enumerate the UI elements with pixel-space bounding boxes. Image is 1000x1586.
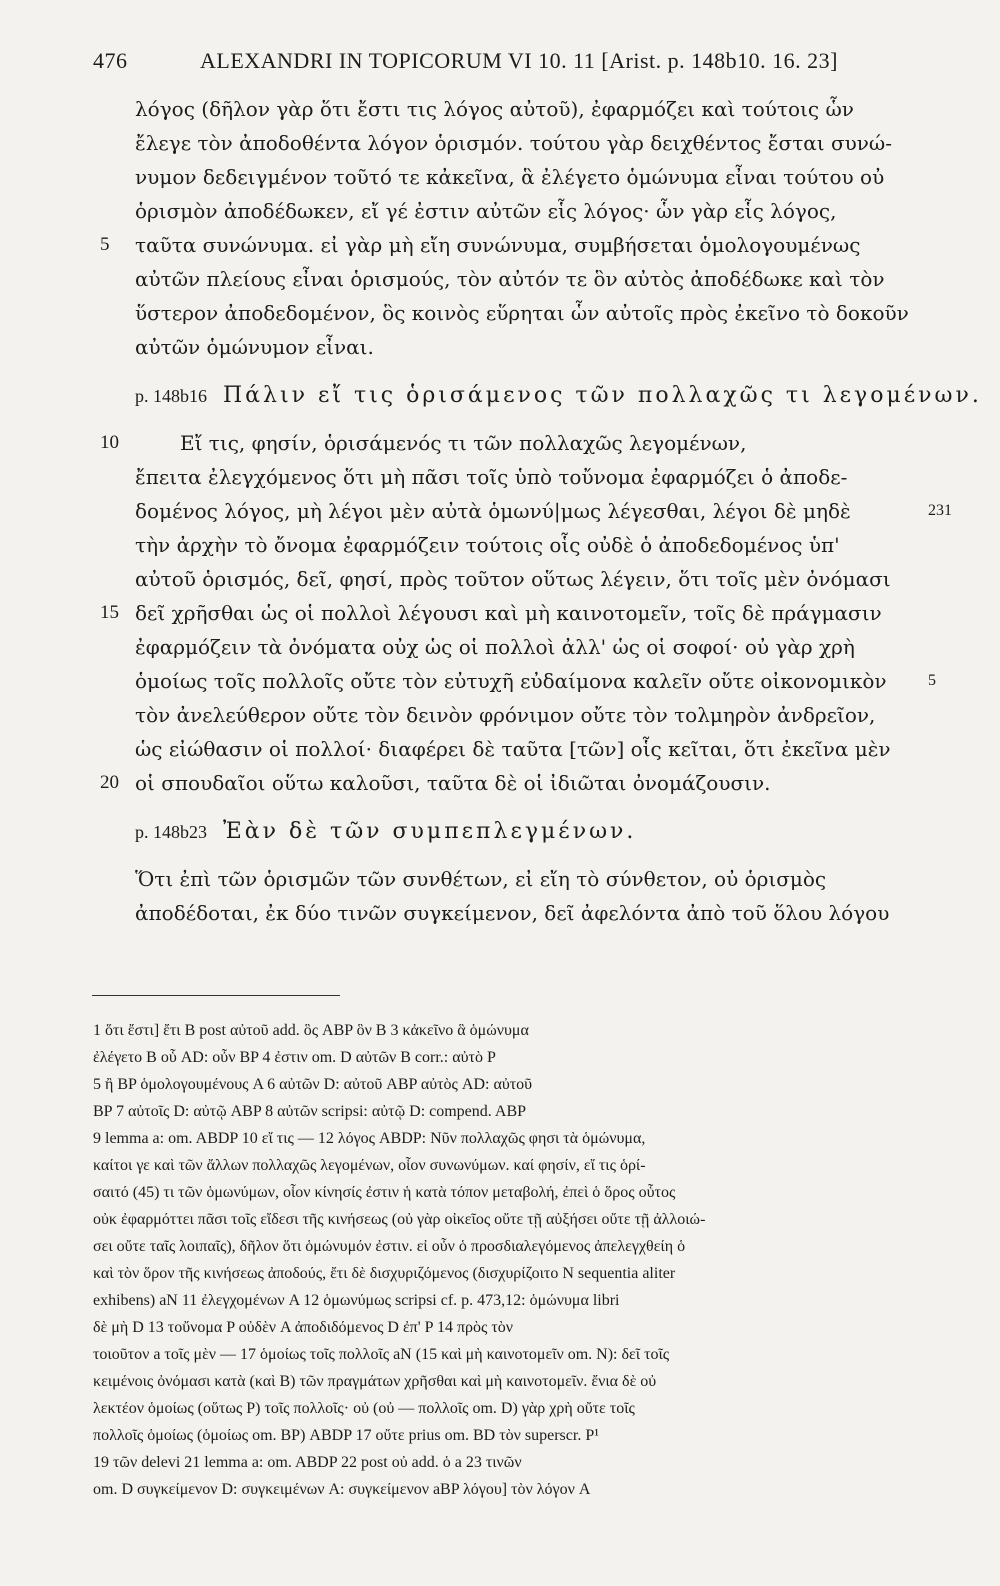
line-text: τὴν ἀρχὴν τὸ ὄνομα ἐφαρμόζειν τούτοις οἷς οὐδὲ ὁ ἀποδεδομένος ὑπ': [135, 533, 840, 557]
apparatus-line: καὶ τὸν ὅρον τῆς κινήσεως ἀποδούς, ἔτι δὲ δισχυριζόμενος (δισχυρίζοιτο N sequentia aliter: [93, 1265, 676, 1282]
text-line: [40, 528, 940, 562]
text-line: [40, 766, 940, 800]
line-number: 20: [100, 772, 119, 793]
line-text: ἀποδέδοται, ἐκ δύο τινῶν συγκείμενον, δεῖ ἀφελόντα ἀπὸ τοῦ ὅλου λόγου: [135, 901, 890, 925]
text-line: [40, 160, 940, 194]
text-line: [40, 596, 940, 630]
line-text: αὐτοῦ ὁρισμός, δεῖ, φησί, πρὸς τοῦτον οὕτως λέγειν, ὅτι τοῖς μὲν ὀνόμασι: [135, 567, 891, 591]
lemma-reference: p. 148b23: [135, 822, 207, 842]
apparatus-line: δὲ μὴ D 13 τοὔνομα P οὐδὲν A ἀποδιδόμενος D ἐπ' P 14 πρὸς τὸν: [93, 1319, 514, 1336]
text-line: [40, 630, 940, 664]
line-text: ὕστερον ἀποδεδομένον, ὃς κοινὸς εὕρηται ὧν αὐτοῖς πρὸς ἐκεῖνο τὸ δοκοῦν: [135, 301, 909, 325]
apparatus-line: πολλοῖς ὁμοίως (ὁμοίως om. BP) ABDP 17 οὔτε prius om. BD τὸν superscr. P¹: [93, 1427, 600, 1444]
apparatus-line: BP 7 αὐτοῖς D: αὐτῷ ABP 8 αὐτῶν scripsi: αὐτῷ D: compend. ABP: [93, 1103, 527, 1120]
line-number: 5: [100, 234, 110, 255]
apparatus-line: 1 ὅτι ἔστι] ἔτι B post αὐτοῦ add. ὃς ABP ὃν B 3 κἀκεῖνο ἃ ὁμώνυμα: [93, 1022, 529, 1039]
apparatus-line: 19 τῶν delevi 21 lemma a: om. ABDP 22 post οὐ add. ὁ a 23 τινῶν: [93, 1454, 522, 1471]
apparatus-line: οὐκ ἐφαρμόττει πᾶσι τοῖς εἴδεσι τῆς κινήσεως (οὐ γὰρ οἰκεῖος οὔτε τῇ αὐξήσει οὔτε τῇ ἀλλοιώ-: [93, 1211, 706, 1228]
text-line: [40, 126, 940, 160]
line-text: λόγος (δῆλον γὰρ ὅτι ἔστι τις λόγος αὐτοῦ), ἐφαρμόζει καὶ τούτοις ὧν: [135, 97, 854, 121]
line-number: 15: [100, 602, 119, 623]
text-line: [40, 460, 940, 494]
apparatus-line: ἐλέγετο B οὗ AD: οὖν BP 4 ἐστιν om. D αὐτῶν B corr.: αὐτὸ P: [93, 1049, 496, 1066]
lemma-text: Ἐὰν δὲ τῶν συμπεπλεγμένων.: [223, 819, 637, 844]
text-line: [40, 862, 940, 896]
apparatus-line: 9 lemma a: om. ABDP 10 εἴ τις — 12 λόγος ABDP: Νῦν πολλαχῶς φησι τὰ ὁμώνυμα,: [93, 1130, 646, 1147]
text-line: [40, 896, 940, 930]
text-line: [40, 194, 940, 228]
text-line: [40, 262, 940, 296]
line-text: αὐτῶν πλείους εἶναι ὁρισμούς, τὸν αὐτόν τε ὃν αὐτὸς ἀποδέδωκε καὶ τὸν: [135, 267, 885, 291]
text-line: [40, 698, 940, 732]
text-line: [40, 330, 940, 364]
apparatus-line: κειμένοις ὀνόμασι κατὰ (καὶ B) τῶν πραγμάτων χρῆσθαι καὶ μὴ καινοτομεῖν. ἔνια δὲ οὐ: [93, 1373, 657, 1390]
line-text: οἱ σπουδαῖοι οὕτω καλοῦσι, ταῦτα δὲ οἱ ἰδιῶται ὀνομάζουσιν.: [135, 771, 771, 795]
text-line: [40, 228, 940, 262]
line-text: αὐτῶν ὁμώνυμον εἶναι.: [135, 335, 374, 359]
apparatus-line: τοιοῦτον a τοῖς μὲν — 17 ὁμοίως τοῖς πολλοῖς aN (15 καὶ μὴ καινοτομεῖν om. N): δεῖ τοῖς: [93, 1346, 670, 1363]
text-line: [40, 732, 940, 766]
line-text: δομένος λόγος, μὴ λέγοι μὲν αὐτὰ ὁμωνύ|μως λέγεσθαι, λέγοι δὲ μηδὲ: [135, 499, 851, 523]
line-text: νυμον δεδειγμένον τοῦτό τε κἀκεῖνα, ἃ ἐλέγετο ὁμώνυμα εἶναι τούτου οὐ: [135, 165, 885, 189]
apparatus-line: 5 ἢ BP ὁμολογουμένους A 6 αὐτῶν D: αὐτοῦ ABP αὐτὸς AD: αὐτοῦ: [93, 1076, 533, 1093]
text-line: [40, 494, 952, 528]
critical-apparatus: [93, 1017, 943, 1503]
page-number: 476: [93, 48, 128, 73]
line-text: Εἴ τις, φησίν, ὁρισάμενός τι τῶν πολλαχῶς λεγομένων,: [180, 431, 747, 455]
line-text: ἔλεγε τὸν ἀποδοθέντα λόγον ὁρισμόν. τούτου γὰρ δειχθέντος ἔσται συνώ-: [135, 131, 892, 155]
text-line: [40, 296, 940, 330]
running-title: ALEXANDRI IN TOPICORUM VI 10. 11 [Arist. p. 148b10. 16. 23]: [200, 48, 838, 73]
text-line: [40, 92, 940, 126]
line-text: ἐφαρμόζειν τὰ ὀνόματα οὐχ ὡς οἱ πολλοὶ ἀλλ' ὡς οἱ σοφοί· οὐ γὰρ χρὴ: [135, 635, 855, 659]
line-text: ὁμοίως τοῖς πολλοῖς οὔτε τὸν εὐτυχῆ εὐδαίμονα καλεῖν οὔτε οἰκονομικὸν: [135, 669, 887, 693]
text-line: [40, 562, 940, 596]
apparatus-line: λεκτέον ὁμοίως (οὕτως P) τοῖς πολλοῖς· οὐ (οὐ — πολλοῖς om. D) γὰρ χρὴ οὔτε τοῖς: [93, 1400, 635, 1417]
line-text: δεῖ χρῆσθαι ὡς οἱ πολλοὶ λέγουσι καὶ μὴ καινοτομεῖν, τοῖς δὲ πράγμασιν: [135, 601, 882, 625]
page-header: [0, 40, 1000, 80]
text-line: [40, 664, 940, 698]
footnote-rule: [92, 995, 340, 996]
line-text: ὁρισμὸν ἀποδέδωκεν, εἴ γέ ἐστιν αὐτῶν εἷς λόγος· ὧν γὰρ εἷς λόγος,: [135, 199, 837, 223]
line-text: Ὅτι ἐπὶ τῶν ὁρισμῶν τῶν συνθέτων, εἰ εἴη τὸ σύνθετον, οὐ ὁρισμὸς: [135, 867, 827, 891]
lemma-heading: [40, 378, 982, 412]
margin-number: 231: [928, 502, 952, 519]
apparatus-line: exhibens) aN 11 ἐλεγχομένων A 12 ὁμωνύμως scripsi cf. p. 473,12: ὁμώνυμα libri: [93, 1292, 620, 1309]
apparatus-line: καίτοι γε καὶ τῶν ἄλλων πολλαχῶς λεγομένων, οἷον συνωνύμων. καί φησίν, εἴ τις ὁρί-: [93, 1157, 646, 1174]
line-number: 10: [100, 432, 119, 453]
apparatus-line: σαιτό (45) τι τῶν ὁμωνύμων, οἷον κίνησίς ἐστιν ἡ κατὰ τόπον μεταβολή, ἐπεὶ ὁ ὅρος οὗτος: [93, 1184, 676, 1201]
apparatus-line: σει οὔτε ταῖς λοιπαῖς), δῆλον ὅτι ὁμώνυμόν ἐστιν. εἰ οὖν ὁ προσδιαλεγόμενος ἀπελεγχθείη ὁ: [93, 1238, 686, 1255]
text-line: [40, 426, 940, 460]
margin-number: 5: [928, 672, 936, 689]
lemma-reference: p. 148b16: [135, 386, 207, 406]
line-text: ἔπειτα ἐλεγχόμενος ὅτι μὴ πᾶσι τοῖς ὑπὸ τοὔνομα ἐφαρμόζει ὁ ἀποδε-: [135, 465, 848, 489]
line-text: ταῦτα συνώνυμα. εἰ γὰρ μὴ εἴη συνώνυμα, συμβήσεται ὁμολογουμένως: [135, 233, 861, 257]
lemma-text: Πάλιν εἴ τις ὁρισάμενος τῶν πολλαχῶς τι λεγομένων.: [223, 383, 982, 408]
apparatus-line: om. D συγκείμενον D: συγκειμένων A: συγκείμενον aBP λόγου] τὸν λόγον A: [93, 1481, 591, 1498]
line-text: τὸν ἀνελεύθερον οὔτε τὸν δεινὸν φρόνιμον οὔτε τὸν τολμηρὸν ἀνδρεῖον,: [135, 703, 876, 727]
lemma-heading: [40, 814, 940, 848]
line-text: ὡς εἰώθασιν οἱ πολλοί· διαφέρει δὲ ταῦτα [τῶν] οἷς κεῖται, ὅτι ἐκεῖνα μὲν: [135, 737, 891, 761]
main-text: [40, 92, 982, 930]
